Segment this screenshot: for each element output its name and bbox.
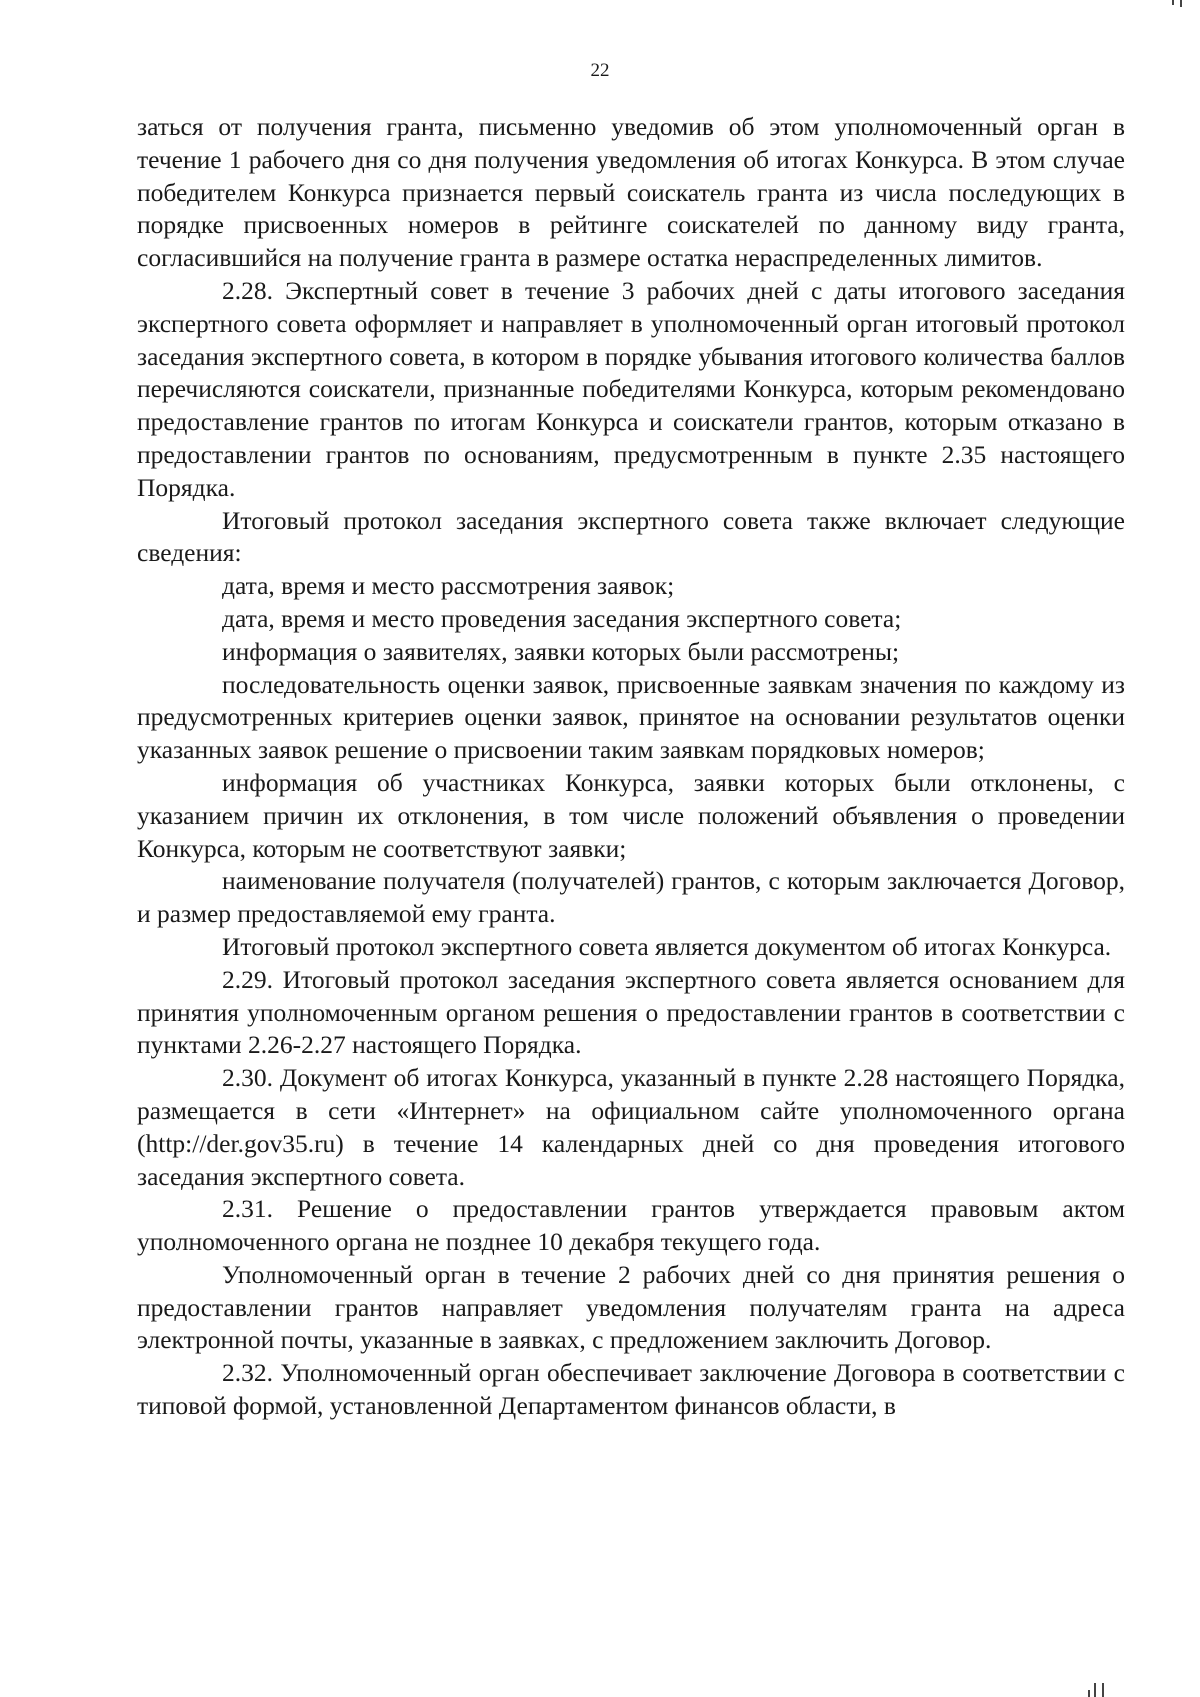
page-number: 22 <box>590 60 610 81</box>
paragraph-2-32: 2.32. Уполномоченный орган обеспечивает заключение Договора в соответствии с типовой формой, установленной Департаментом финансов области, в <box>137 1358 1125 1421</box>
paragraph-2-28: 2.28. Экспертный совет в течение 3 рабочих дней с даты итогового заседания экспертного совета оформляет и направляет в уполномоченный орган итоговый протокол заседания экспертного совета, в котором в порядке убывания итогового количества баллов перечисляются соискатели, признанные победителями Конкурса, которым рекомендовано предоставление грантов по итогам Конкурса и соискатели грантов, которым отказано в предоставлении грантов по основаниям, предусмотренным в пункте 2.35 настоящего Порядка. <box>137 275 1125 502</box>
paragraph-protocol-document: Итоговый протокол экспертного совета является документом об итогах Конкурса. <box>222 931 1112 961</box>
scan-artifact <box>1088 1690 1090 1697</box>
list-item: дата, время и место рассмотрения заявок; <box>222 571 675 601</box>
paragraph-2-31: 2.31. Решение о предоставлении грантов утверждается правовым актом уполномоченного органа не позднее 10 декабря текущего года. <box>137 1194 1125 1257</box>
scan-artifact <box>1102 1683 1104 1697</box>
list-item: наименование получателя (получателей) грантов, с которым заключается Договор, и размер предоставляемой ему гранта. <box>137 866 1125 929</box>
document-body <box>137 111 1125 1423</box>
scan-artifact <box>1172 0 1174 5</box>
paragraph-2-29: 2.29. Итоговый протокол заседания экспертного совета является основанием для принятия уполномоченным органом решения о предоставлении грантов в соответствии с пунктами 2.26-2.27 настоящего Порядка. <box>137 964 1125 1060</box>
list-item: информация о заявителях, заявки которых были рассмотрены; <box>222 636 900 666</box>
list-item: дата, время и место проведения заседания экспертного совета; <box>222 603 902 633</box>
list-item: информация об участниках Конкурса, заявки которых были отклонены, с указанием причин их отклонения, в том числе положений объявления о проведении Конкурса, которым не соответствуют заявки; <box>137 767 1125 863</box>
paragraph-continuation: заться от получения гранта, письменно уведомив об этом уполномоченный орган в течение 1 рабочего дня со дня получения уведомления об итогах Конкурса. В этом случае победителем Конкурса признается первый соискатель гранта из числа последующих в порядке присвоенных номеров в рейтинге соискателей по данному виду гранта, согласившийся на получение гранта в размере остатка нераспределенных лимитов. <box>137 112 1125 273</box>
scan-artifact <box>1180 0 1182 7</box>
paragraph-notification: Уполномоченный орган в течение 2 рабочих дней со дня принятия решения о предоставлении грантов направляет уведомления получателям гранта на адреса электронной почты, указанные в заявках, с предложением заключить Договор. <box>137 1259 1125 1355</box>
paragraph-protocol-contents: Итоговый протокол заседания экспертного совета также включает следующие сведения: <box>137 505 1125 568</box>
scan-artifact <box>1094 1683 1096 1697</box>
paragraph-2-30: 2.30. Документ об итогах Конкурса, указанный в пункте 2.28 настоящего Порядка, размещается в сети «Интернет» на официальном сайте уполномоченного органа (http://der.gov35.ru) в течение 14 календарных дней со дня проведения итогового заседания экспертного совета. <box>137 1063 1125 1191</box>
list-item: последовательность оценки заявок, присвоенные заявкам значения по каждому из предусмотренных критериев оценки заявок, принятое на основании результатов оценки указанных заявок решение о присвоении таким заявкам порядковых номеров; <box>137 669 1125 765</box>
